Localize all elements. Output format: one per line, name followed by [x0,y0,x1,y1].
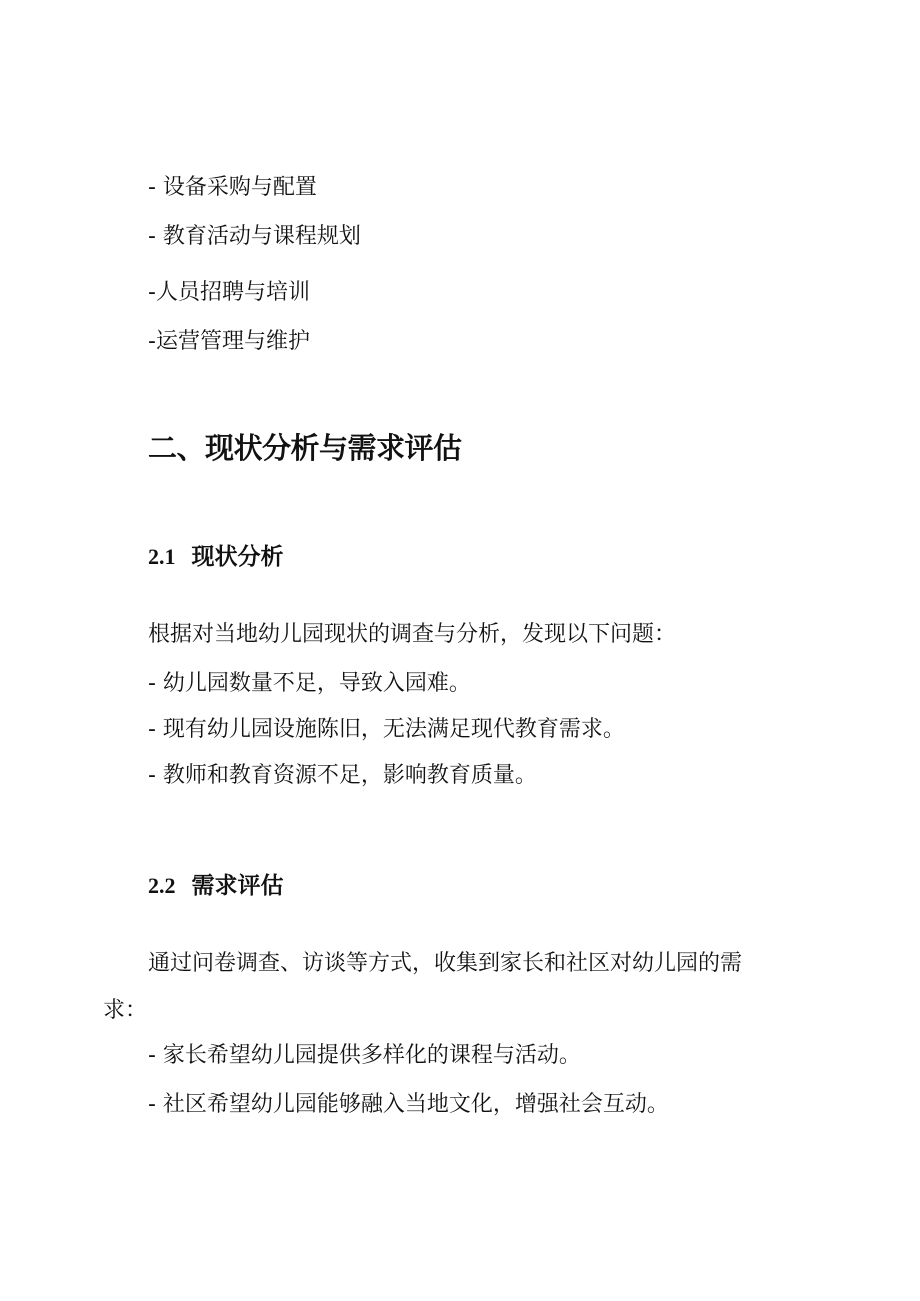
list-item: - 幼儿园数量不足，导致入园难。 [148,671,471,696]
list-item: - 社区希望幼儿园能够融入当地文化，增强社会互动。 [148,1092,669,1117]
bullet-item: -运营管理与维护 [148,329,310,354]
paragraph-continuation: 求： [103,998,148,1023]
subsection-heading [148,542,284,572]
bullet-item: - 教育活动与课程规划 [148,224,361,249]
list-item: - 教师和教育资源不足，影响教育质量。 [148,763,537,788]
list-item: - 现有幼儿园设施陈旧，无法满足现代教育需求。 [148,717,625,742]
bullet-item: - 设备采购与配置 [148,175,317,200]
list-item: - 家长希望幼儿园提供多样化的课程与活动。 [148,1043,581,1068]
bullet-item: -人员招聘与培训 [148,280,310,305]
subsection-title: 现状分析 [191,544,284,570]
paragraph: 根据对当地幼儿园现状的调查与分析，发现以下问题： [148,622,677,647]
paragraph: 通过问卷调查、访谈等方式，收集到家长和社区对幼儿园的需 [148,951,743,976]
section-heading: 二、现状分析与需求评估 [148,431,462,465]
subsection-number: 2.2 [148,873,176,898]
subsection-number: 2.1 [148,544,176,569]
subsection-heading [148,871,284,901]
subsection-title: 需求评估 [191,873,284,899]
